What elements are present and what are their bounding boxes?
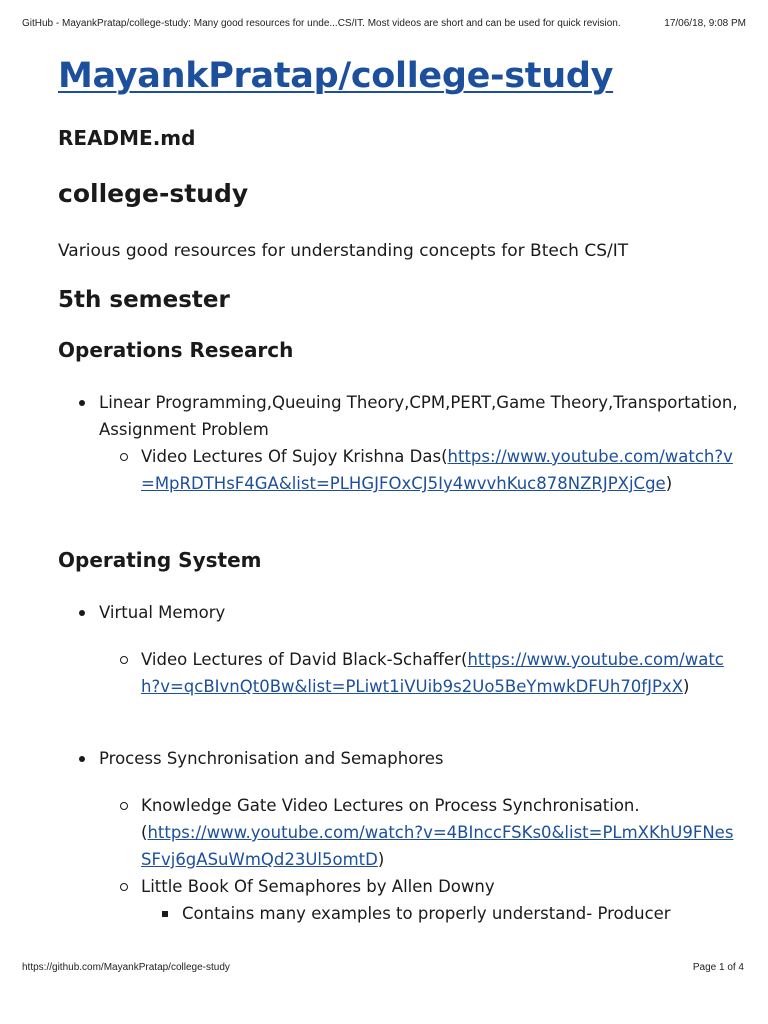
- circle-bullet-icon: [120, 453, 128, 461]
- ps-video-text: Knowledge Gate Video Lectures on Process Synchronisation.: [141, 796, 640, 815]
- list-item: [58, 745, 738, 772]
- repo-title-link[interactable]: MayankPratap/college-study: [58, 56, 614, 96]
- list-item: [58, 873, 738, 900]
- list-item: [58, 599, 738, 626]
- semester-heading: 5th semester: [58, 287, 230, 313]
- circle-bullet-icon: [120, 656, 128, 664]
- bullet-icon: [79, 400, 85, 406]
- print-footer: [22, 962, 744, 973]
- list-item: [58, 646, 738, 700]
- print-page-title: GitHub - MayankPratap/college-study: Many good resources for unde...CS/IT. Most videos are short and can be used for quick revision.: [22, 18, 621, 29]
- print-url: https://github.com/MayankPratap/college-study: [22, 962, 230, 973]
- square-bullet-icon: [162, 911, 168, 917]
- paren: ): [665, 474, 673, 493]
- or-heading: Operations Research: [58, 338, 294, 362]
- bullet-icon: [79, 756, 85, 762]
- bullet-icon: [79, 610, 85, 616]
- or-topic: Linear Programming,Queuing Theory,CPM,PERT,Game Theory,Transportation, Assignment Problem: [99, 393, 738, 439]
- circle-bullet-icon: [120, 883, 128, 891]
- or-list: [58, 389, 738, 497]
- paren: (: [141, 823, 148, 842]
- or-video-text: Video Lectures Of Sujoy Krishna Das(: [141, 447, 448, 466]
- list-item: [58, 443, 738, 497]
- os-list-ps: [58, 745, 738, 772]
- list-item: [58, 900, 738, 927]
- os-list-ps-sub: [58, 792, 738, 927]
- print-datetime: 17/06/18, 9:08 PM: [664, 18, 746, 29]
- print-header: [22, 18, 746, 29]
- vm-topic: Virtual Memory: [99, 603, 226, 622]
- list-item: [58, 389, 738, 443]
- circle-bullet-icon: [120, 802, 128, 810]
- paren: ): [683, 677, 690, 696]
- or-video-link[interactable]: https://www.youtube.com/watch?v=MpRDTHsF4GA&list=PLHGJFOxCJ5Iy4wvvhKuc878NZRJPXjCge: [141, 447, 733, 493]
- os-list-vm-sub: [58, 646, 738, 700]
- book-text: Little Book Of Semaphores by Allen Downy: [141, 877, 495, 896]
- ps-topic: Process Synchronisation and Semaphores: [99, 749, 444, 768]
- list-item: [58, 792, 738, 873]
- os-list-vm: [58, 599, 738, 626]
- paren: ): [377, 850, 385, 869]
- os-heading: Operating System: [58, 548, 262, 572]
- book-note: Contains many examples to properly understand- Producer: [182, 904, 671, 923]
- readme-label: README.md: [58, 126, 196, 150]
- print-page-number: Page 1 of 4: [692, 962, 744, 973]
- ps-video-link[interactable]: https://www.youtube.com/watch?v=4BIncсFSKs0&list=PLmXKhU9FNesSFvj6gASuWmQd23Ul5omtD: [141, 823, 734, 869]
- vm-video-link[interactable]: https://www.youtube.com/watch?v=qcBIvnQt0Bw&list=PLiwt1iVUib9s2Uo5BeYmwkDFUh70fJPxX: [141, 650, 724, 696]
- vm-video-text: Video Lectures of David Black-Schaffer(: [141, 650, 468, 669]
- intro-text: Various good resources for understanding concepts for Btech CS/IT: [58, 241, 629, 261]
- page-heading: college-study: [58, 179, 249, 208]
